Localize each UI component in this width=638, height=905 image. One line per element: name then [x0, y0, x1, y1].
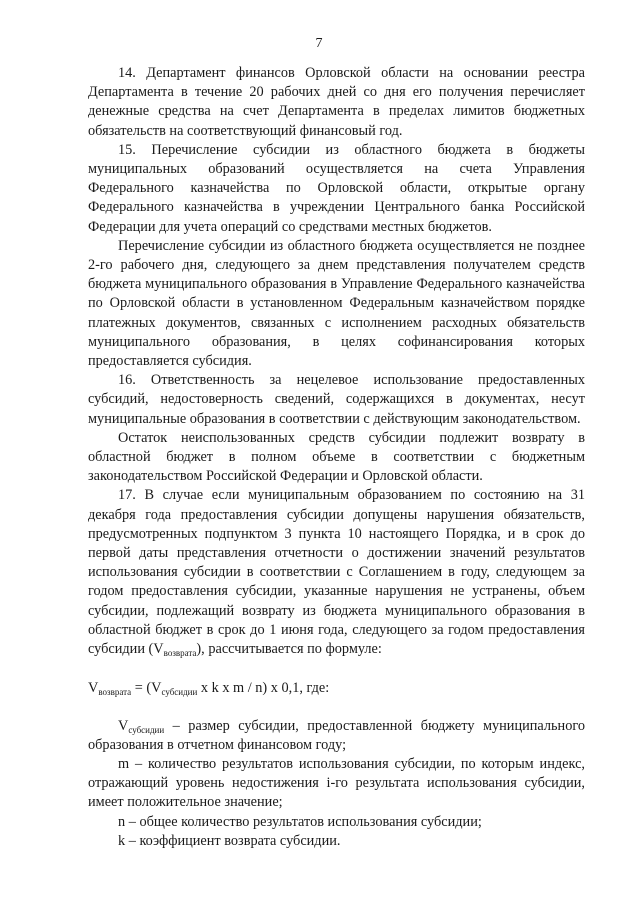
paragraph-15: 15. Перечисление субсидии из областного бюджета в бюджеты муниципальных образований осуществляется на счета Управления Федерального казначейства по Орловской области, открытые органу Федерального казначейства в учреждении Центрального банка Российской Федерации для учета операций со средствами местных бюджетов.	[88, 141, 585, 235]
document-body	[88, 64, 585, 851]
definition-k: k – коэффициент возврата субсидии.	[118, 832, 341, 849]
formula-v: V	[88, 680, 99, 697]
definition-m: m – количество результатов использования субсидии, по которым индекс, отражающий уровень недостижения i-го результата использования субсидии, имеет положительное значение;	[88, 755, 585, 811]
paragraph-17-tail: ), рассчитывается по формуле:	[196, 641, 382, 658]
definition-v-symbol: V	[118, 717, 129, 734]
page-number: 7	[315, 36, 323, 51]
definition-v-subsidii	[88, 717, 585, 755]
paragraph-14: 14. Департамент финансов Орловской области на основании реестра Департамента в течение 20 рабочих дней со дня его получения перечисляет денежные средства на счет Департамента в пределах лимитов бюджетных обязательств на соответствующий финансовый год.	[88, 65, 585, 139]
definition-v-subscript: субсидии	[128, 724, 165, 735]
paragraph-17	[88, 486, 585, 659]
definition-v-text: – размер субсидии, предоставленной бюджету муниципального образования в отчетном финансовом году;	[88, 717, 585, 753]
paragraph-17-text: 17. В случае если муниципальным образованием по состоянию на 31 декабря года предоставления субсидии допущены нарушения обязательств, предусмотренных подпунктом 3 пункта 10 настоящего Порядка, и в срок до первой даты представления отчетности о достижении значений результатов использования субсидии в соответствии с Соглашением в году, следующем за годом предоставления субсидии, указанные нарушения не устранены, объем субсидии, подлежащий возврату из бюджета муниципального образования в областной бюджет в срок до 1 июня года, следующего за годом предоставления субсидии (V	[88, 487, 585, 658]
paragraph-17-subscript: возврата	[163, 648, 197, 659]
return-formula	[88, 679, 585, 698]
formula-eq: = (V	[131, 680, 162, 697]
paragraph-16-remainder: Остаток неиспользованных средств субсидии подлежит возврату в областной бюджет в полном объеме в соответствии с бюджетным законодательством Российской Федерации и Орловской области.	[88, 429, 585, 485]
formula-sub-vozvrata: возврата	[98, 687, 132, 698]
paragraph-15-transfer: Перечисление субсидии из областного бюджета осуществляется не позднее 2-го рабочего дня, следующего за днем представления получателем средств бюджета муниципального образования в Управление Федерального казначейства по Орловской области в установленном Федеральным казначейством порядке платежных документов, связанных с исполнением расходных обязательств муниципального образования, в целях софинансирования которых предоставляется субсидия.	[88, 237, 585, 370]
formula-sub-subsidii: субсидии	[161, 687, 198, 698]
definition-n: n – общее количество результатов использования субсидии;	[118, 813, 482, 830]
paragraph-16: 16. Ответственность за нецелевое использование предоставленных субсидий, недостоверность сведений, содержащихся в документах, несут муниципальные образования в соответствии с действующим законодательством.	[88, 372, 585, 427]
formula-rest: x k x m / n) x 0,1, где:	[197, 680, 330, 697]
